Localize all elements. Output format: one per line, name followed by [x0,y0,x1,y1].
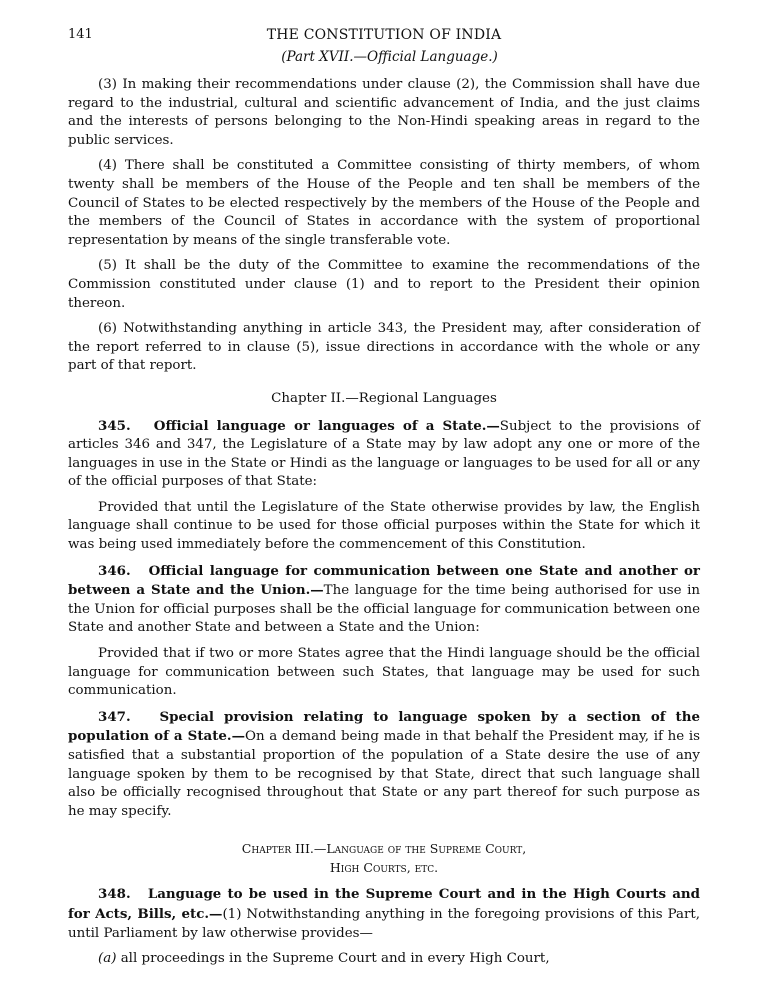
page-header [68,24,700,46]
article-348-heading: Language to be used in the Supreme Court and in the High Courts and for Acts, Bills, etc.— [68,886,700,922]
article-345-number: 345. [98,417,131,434]
chapter-3-heading-line-1: Chapter III.—Language of the Supreme Court, [241,841,527,857]
chapter-3-heading-line-2: High Courts, etc. [329,860,439,876]
article-348-number: 348. [98,886,131,903]
clause-6-paragraph: (6) Notwithstanding anything in article 343, the President may, after consideration of the report referred to in clause (5), issue directions in accordance with the whole or any part of that report. [68,321,700,374]
article-347 [68,708,700,822]
article-345 [68,417,700,492]
clause-5-paragraph: (5) It shall be the duty of the Committee to examine the recommendations of the Commission constituted under clause (1) and to report to the President their opinion thereon. [68,258,700,311]
article-347-number: 347. [98,708,131,725]
clause-4-paragraph: (4) There shall be constituted a Committee consisting of thirty members, of whom twenty shall be members of the House of the People and ten shall be members of the Council of States to be elected respectively by the members of the House of the People and the members of the Council of States in accordance with the system of proportional representation by means of the single transferable vote. [68,158,700,248]
clause-a-text: all proceedings in the Supreme Court and in every High Court, [116,951,550,967]
article-348-clause-a [68,950,700,969]
article-346 [68,562,700,638]
document-page [68,24,700,976]
article-347-heading: Special provision relating to language spoken by a section of the population of a State.— [68,708,700,745]
article-345-text: Subject to the provisions of articles 346 and 347, the Legislature of a State may by law adopt any one or more of the languages in use in the State or Hindi as the language or languages to be used for all or any of the official purposes of that State: [68,418,700,490]
clause-3-paragraph: (3) In making their recommendations under clause (2), the Commission shall have due regard to the industrial, cultural and scientific advancement of India, and the just claims and the interests of persons belonging to the Non-Hindi speaking areas in regard to the public services. [68,77,700,148]
article-346-number: 346. [98,562,131,579]
chapter-3-heading [68,839,700,877]
article-348-text: (1) Notwithstanding anything in the foregoing provisions of this Part, until Parliament by law otherwise provides— [68,906,700,941]
article-346-proviso: Provided that if two or more States agree that the Hindi language should be the official language for communication between such States, that language may be used for such communication. [68,646,700,699]
article-346-text: The language for the time being authorised for use in the Union for official purposes shall be the official language for communication between one State and another State and between a State and the Union: [68,583,701,636]
article-346-heading: Official language for communication between one State and another or between a State and the Union.— [68,562,700,599]
article-345-proviso: Provided that until the Legislature of the State otherwise provides by law, the English language shall continue to be used for those official purposes within the State for which it was being used immediately before the commencement of this Constitution. [68,499,700,553]
article-345-heading: Official language or languages of a State.— [153,417,500,434]
page-number: 141 [68,27,93,42]
article-347-text: On a demand being made in that behalf the President may, if he is satisfied that a substantial proportion of the population of a State desire the use of any language spoken by them to be recognised by that State, direct that such language shall also be officially recognised throughout that State or any part thereof for such purpose as he may specify. [68,729,700,819]
article-348 [68,885,700,943]
chapter-2-heading: Chapter II.—Regional Languages [271,390,497,406]
clause-a-label: (a) [98,951,117,967]
running-title: THE CONSTITUTION OF INDIA [266,27,502,43]
part-subtitle: (Part XVII.—Official Language.) [281,49,498,65]
